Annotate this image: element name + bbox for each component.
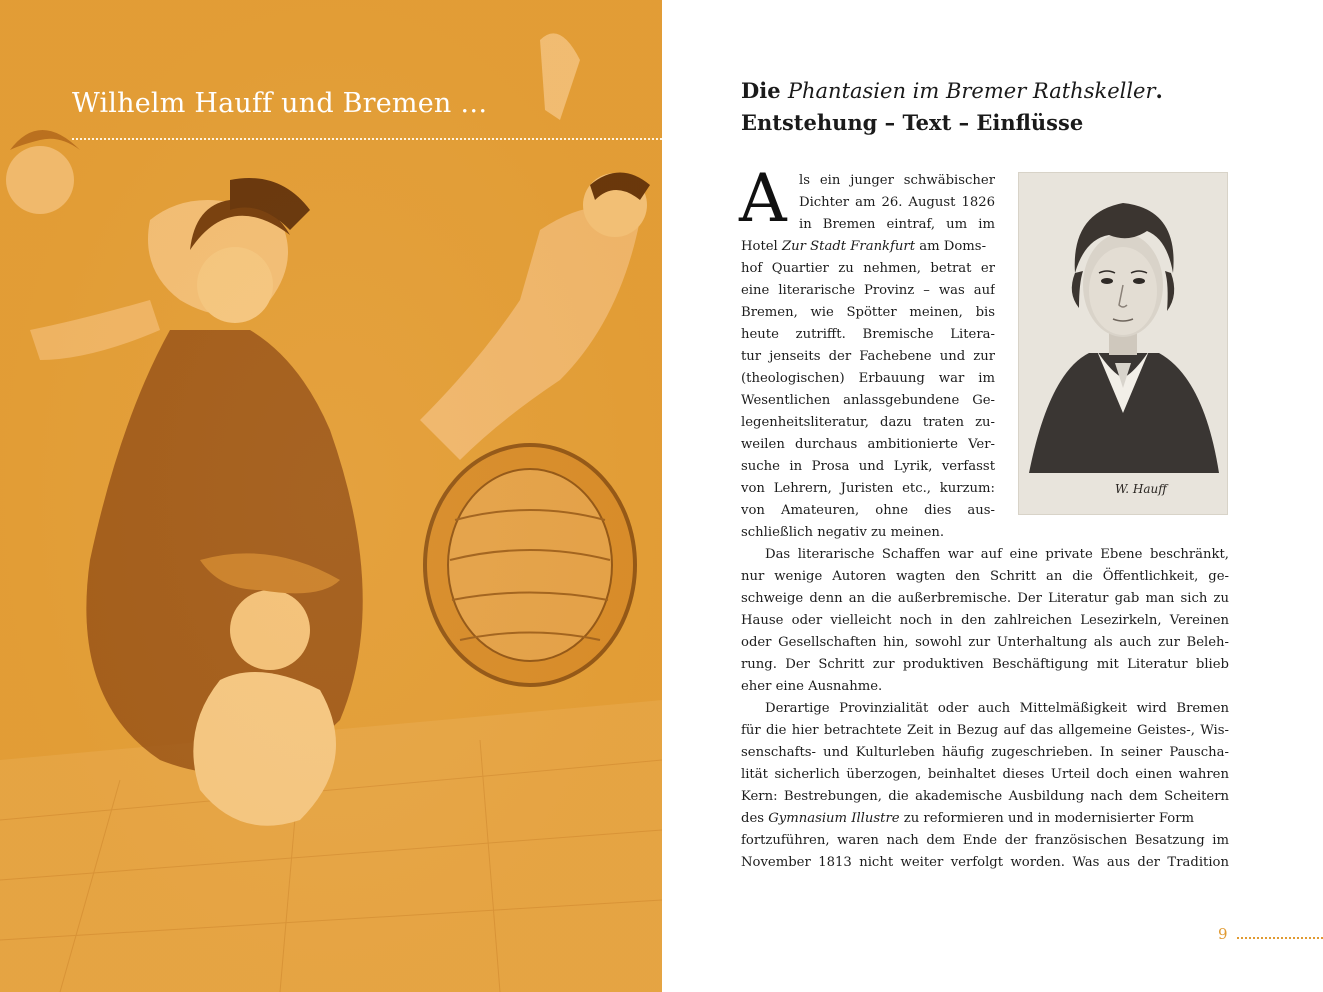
text-line: heute zutrifft. Bremische Litera-	[741, 327, 995, 342]
portrait-signature: W. Hauff	[1115, 482, 1167, 496]
text-line: eher eine Ausnahme.	[741, 679, 883, 694]
text-line: eine literarische Provinz – was auf	[741, 283, 995, 298]
text-line: (theologischen) Erbauung war im	[741, 371, 995, 386]
text-line: senschafts- und Kulturleben häufig zugeschrieben. In seiner Pauscha-	[741, 745, 1229, 760]
text-line: rung. Der Schritt zur produktiven Beschäftigung mit Literatur blieb	[741, 657, 1229, 672]
text-line: Das literarische Schaffen war auf eine private Ebene beschränkt,	[765, 547, 1229, 562]
text-fragment: am Doms-	[915, 239, 987, 254]
folio-dotted-rule	[1237, 937, 1323, 939]
text-line: nur wenige Autoren wagten den Schritt an die Öffentlichkeit, ge-	[741, 569, 1229, 584]
text-line: für die hier betrachtete Zeit in Bezug auf das allgemeine Geistes-, Wis-	[741, 723, 1229, 738]
text-line-mixed	[741, 236, 995, 258]
hotel-name: Zur Stadt Frankfurt	[781, 239, 916, 254]
page-number: 9	[1218, 925, 1228, 943]
chapter-title-suffix: .	[1155, 78, 1163, 103]
drop-cap: A	[739, 160, 787, 237]
text-line: fortzuführen, waren nach dem Ende der französischen Besatzung im	[741, 833, 1229, 848]
chapter-subtitle: Entstehung – Text – Einflüsse	[741, 110, 1084, 135]
title-dotted-rule	[72, 138, 662, 140]
text-line: tur jenseits der Fachebene und zur	[741, 349, 995, 364]
text-line: November 1813 nicht weiter verfolgt worden. Was aus der Tradition	[741, 855, 1229, 870]
text-line: Bremen, wie Spötter meinen, bis	[741, 305, 995, 320]
text-line: Kern: Bestrebungen, die akademische Ausbildung nach dem Scheitern	[741, 789, 1229, 804]
text-line: in Bremen eintraf, um im	[799, 217, 995, 232]
section-title: Wilhelm Hauff und Bremen …	[72, 88, 488, 119]
chapter-title	[741, 75, 1163, 138]
text-line: von Lehrern, Juristen etc., kurzum:	[741, 481, 995, 496]
chapter-title-prefix: Die	[741, 78, 788, 103]
text-line: schweige denn an die außerbremische. Der Literatur gab man sich zu	[741, 591, 1229, 606]
text-line: legenheitsliteratur, dazu traten zu-	[741, 415, 995, 430]
text-line: Derartige Provinzialität oder auch Mittelmäßigkeit wird Bremen	[765, 701, 1229, 716]
text-line: schließlich negativ zu meinen.	[741, 525, 945, 540]
body-text	[741, 170, 1229, 874]
text-fragment: zu reformieren und in modernisierter Form	[899, 811, 1195, 826]
text-fragment: Hotel	[741, 239, 782, 254]
text-line-mixed	[741, 808, 1229, 830]
chapter-title-italic: Phantasien im Bremer Rathskeller	[787, 79, 1156, 103]
text-line: Hause oder vielleicht noch in den zahlreichen Lesezirkeln, Vereinen	[741, 613, 1229, 628]
text-line: weilen durchaus ambitionierte Ver-	[741, 437, 995, 452]
text-line: ls ein junger schwäbischer	[799, 173, 995, 188]
text-line: suche in Prosa und Lyrik, verfasst	[741, 459, 995, 474]
text-line: von Amateuren, ohne dies aus-	[741, 503, 995, 518]
text-line: lität sicherlich überzogen, beinhaltet dieses Urteil doch einen wahren	[741, 767, 1229, 782]
school-name: Gymnasium Illustre	[768, 811, 900, 826]
text-line: hof Quartier zu nehmen, betrat er	[741, 261, 995, 276]
text-fragment: des	[741, 811, 769, 826]
text-line: Wesentlichen anlassgebundene Ge-	[741, 393, 995, 408]
text-line: Dichter am 26. August 1826	[799, 195, 995, 210]
text-line: oder Gesellschaften hin, sowohl zur Unterhaltung als auch zur Beleh-	[741, 635, 1229, 650]
